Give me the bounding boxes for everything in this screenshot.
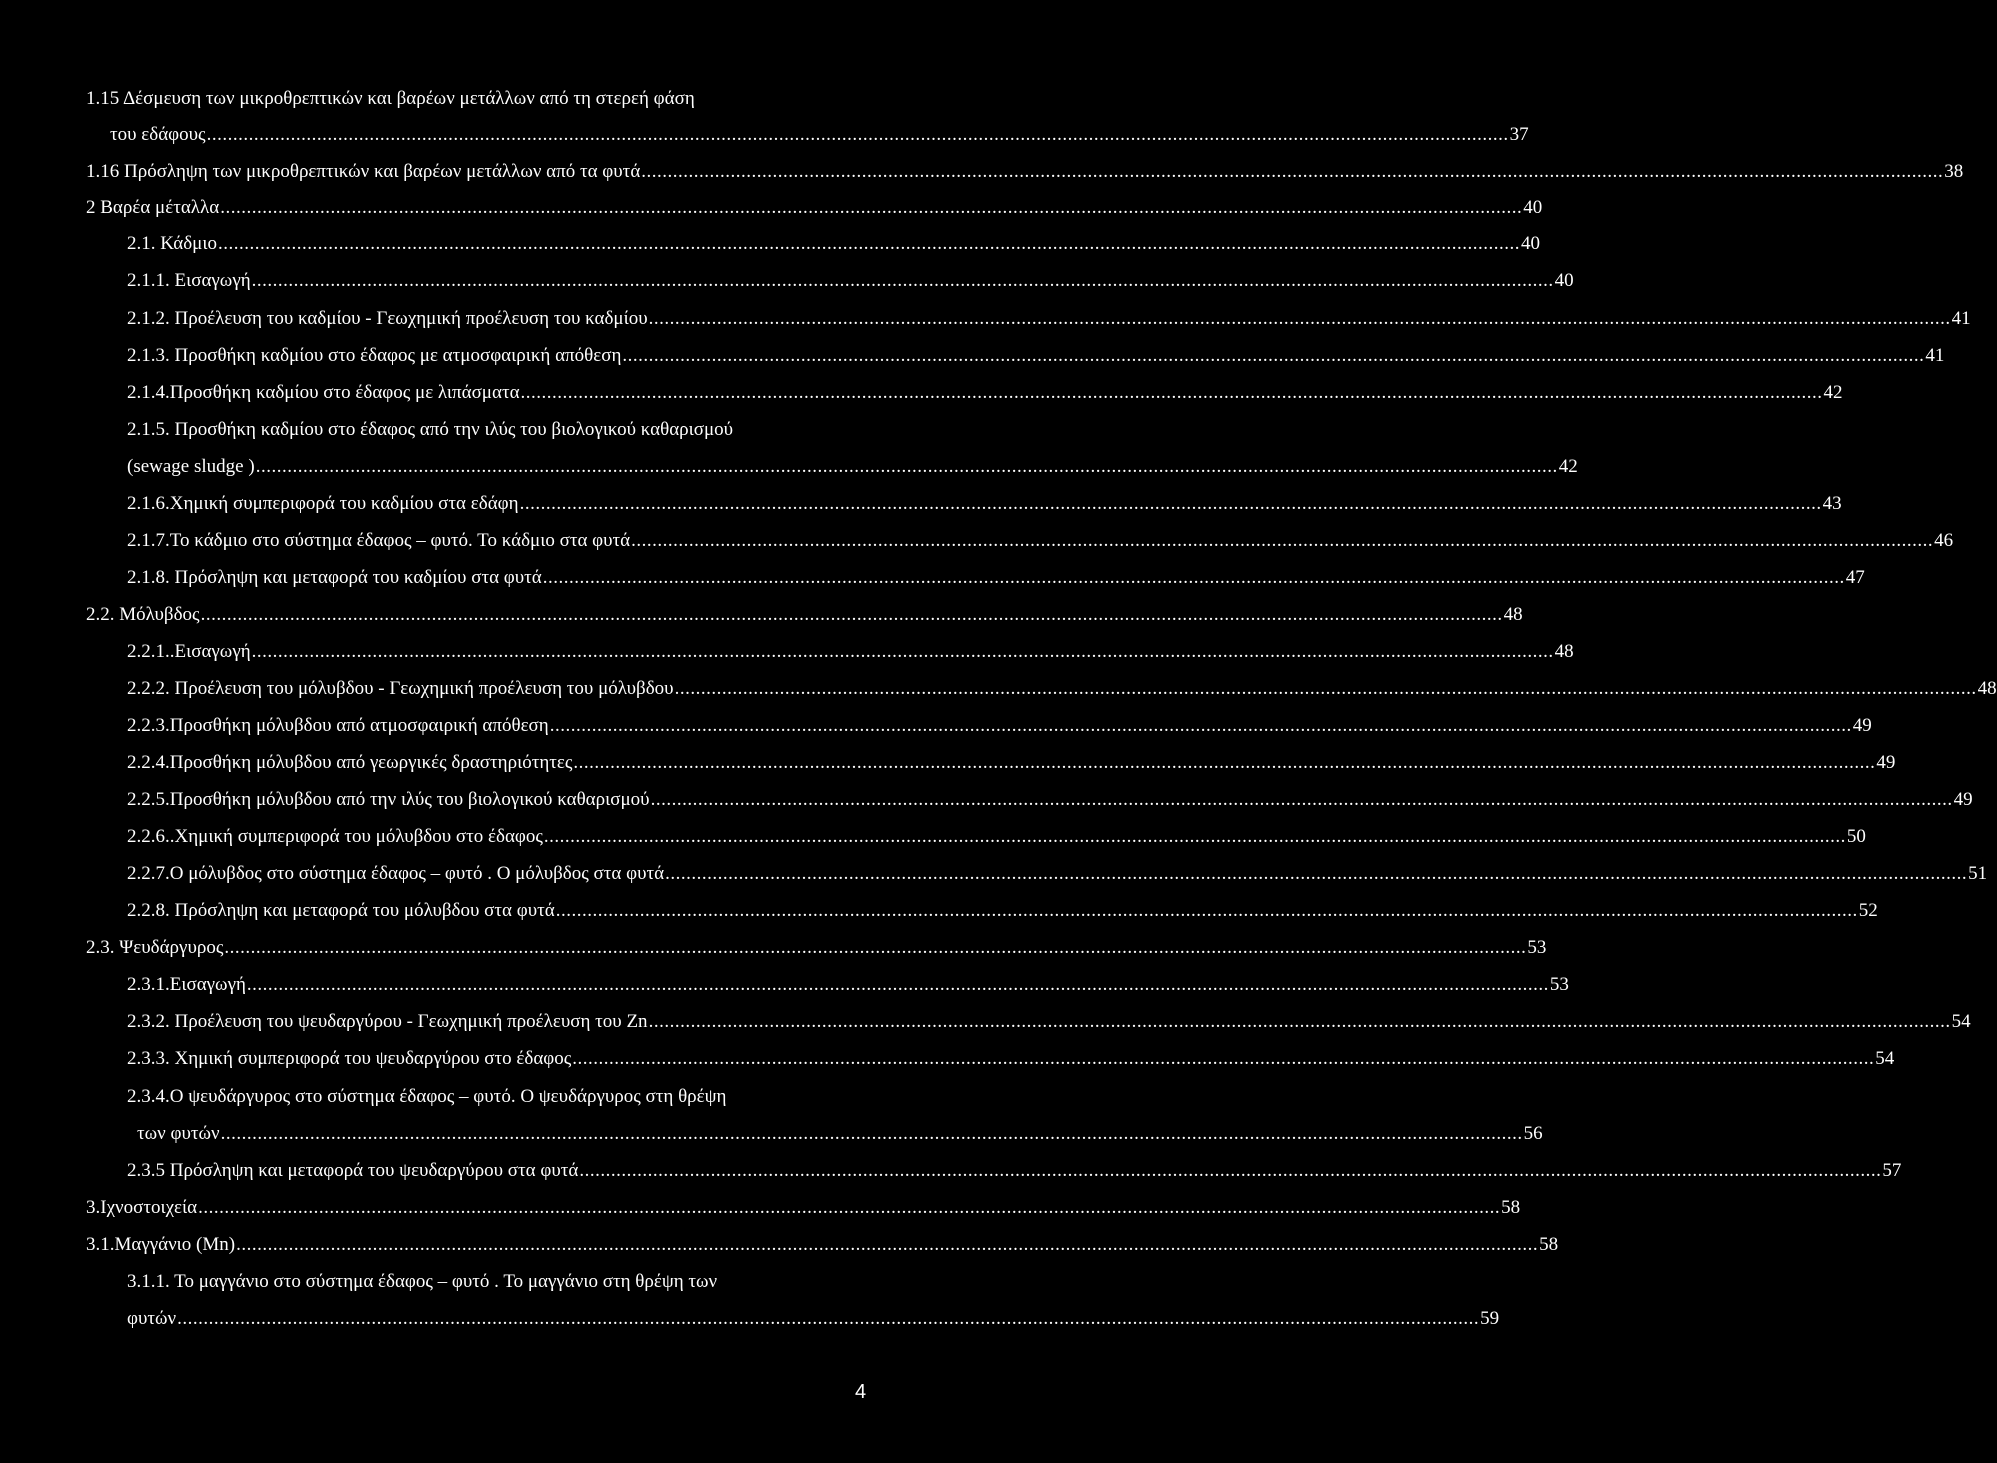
dot-leader: ........................................................................................................................................................................................................................................................ [217,233,1520,254]
dot-leader: ........................................................................................................................................................................................................................................................ [542,567,1845,588]
toc-page-number: 42 [1823,382,1843,403]
toc-entry-2-2-6 [127,826,1866,848]
toc-entry-2-1-5-title-part-1: 2.1.5. Προσθήκη καδμίου στο έδαφος από την ιλύς του βιολογικού καθαρισμού [127,419,734,440]
toc-entry-2-1-5-line-1 [127,419,829,441]
toc-entry-2-3 [86,937,1547,959]
toc-entry-2-1-5-title-part-2: (sewage sludge ) [127,456,255,477]
toc-entry-2-1-2 [127,308,1971,330]
toc-entry-2-3-2 [127,1011,1971,1033]
toc-entry-title: 2.3.5 Πρόσληψη και μεταφορά του ψευδαργύρου στα φυτά [127,1160,579,1181]
toc-page-number: 38 [1944,161,1964,182]
toc-entry-2-2-3 [127,715,1872,737]
dot-leader: ........................................................................................................................................................................................................................................................ [622,345,1925,366]
toc-entry-title: 2.1.7.Το κάδμιο στο σύστημα έδαφος – φυτό. Το κάδμιο στα φυτά [127,530,631,551]
toc-entry-title: 2.3.3. Χημική συμπεριφορά του ψευδαργύρου στο έδαφος [127,1048,572,1069]
dot-leader: ........................................................................................................................................................................................................................................................ [549,715,1852,736]
toc-entry-2-3-3 [127,1048,1895,1070]
toc-entry-title: 2.1.1. Εισαγωγή [127,270,251,291]
dot-leader: ........................................................................................................................................................................................................................................................ [206,124,1509,145]
toc-page-number: 40 [1554,270,1574,291]
toc-entry-title: 2.2.2. Προέλευση του μόλυβδου - Γεωχημική προέλευση του μόλυβδου [127,678,674,699]
toc-entry-title: 2.2.1..Εισαγωγή [127,641,251,662]
toc-page-number: 43 [1822,493,1842,514]
toc-page-number: 48 [1554,641,1574,662]
toc-entry-3-1-1-title-part-1: 3.1.1. Το μαγγάνιο στο σύστημα έδαφος – φυτό . Το μαγγάνιο στη θρέψη των [127,1271,718,1292]
toc-page-number: 49 [1953,789,1973,810]
dot-leader: ........................................................................................................................................................................................................................................................ [220,1123,1523,1144]
toc-entry-title: 2.1.6.Χημική συμπεριφορά του καδμίου στα εδάφη [127,493,519,514]
toc-page-number: 40 [1520,233,1540,254]
dot-leader: ........................................................................................................................................................................................................................................................ [555,900,1858,921]
toc-entry-2-1-4 [127,382,1843,404]
toc-entry-2-2 [86,604,1523,626]
toc-entry-3-1-1-line-1 [127,1271,829,1293]
toc-page-number: 58 [1539,1234,1559,1255]
dot-leader: ........................................................................................................................................................................................................................................................ [519,493,1822,514]
dot-leader: ........................................................................................................................................................................................................................................................ [224,937,1527,958]
toc-entry-title: 2.2.5.Προσθήκη μόλυβδου από την ιλύς του βιολογικού καθαρισμού [127,789,650,810]
toc-entry-2-3-4-title-part-2: των φυτών [137,1123,220,1144]
toc-entry-2-3-4 [137,1123,1543,1145]
dot-leader: ........................................................................................................................................................................................................................................................ [641,161,1944,182]
toc-page-number: 54 [1951,1011,1971,1032]
toc-page-number: 53 [1527,937,1547,958]
toc-entry-title: 2.1. Κάδμιο [127,233,217,254]
toc-entry-2-1-7 [127,530,1954,552]
dot-leader: ........................................................................................................................................................................................................................................................ [631,530,1934,551]
toc-entry-2-3-1 [127,974,1569,996]
toc-page-number: 40 [1523,197,1543,218]
toc-page-number: 48 [1977,678,1997,699]
dot-leader: ........................................................................................................................................................................................................................................................ [198,1197,1501,1218]
dot-leader: ........................................................................................................................................................................................................................................................ [236,1234,1539,1255]
toc-entry-2-3-4-title-part-1: 2.3.4.Ο ψευδάργυρος στο σύστημα έδαφος – φυτό. Ο ψευδάργυρος στη θρέψη [127,1086,727,1107]
dot-leader: ........................................................................................................................................................................................................................................................ [674,678,1977,699]
dot-leader: ........................................................................................................................................................................................................................................................ [251,641,1554,662]
toc-entry-title: 2.2. Μόλυβδος [86,604,200,625]
toc-page-number: 52 [1858,900,1878,921]
toc-entry-2 [86,197,1543,219]
toc-entry-2-2-7 [127,863,1988,885]
toc-entry-2-1-8 [127,567,1865,589]
toc-page-number: 53 [1549,974,1569,995]
toc-entry-1-16 [86,161,1964,183]
toc-entry-3-1 [86,1234,1559,1256]
toc-entry-2-3-5 [127,1160,1902,1182]
toc-page-number: 49 [1852,715,1872,736]
toc-page-number: 41 [1951,308,1971,329]
toc-page-number: 41 [1925,345,1945,366]
toc-entry-2-2-4 [127,752,1896,774]
dot-leader: ........................................................................................................................................................................................................................................................ [650,789,1953,810]
toc-entry-title: 2 Βαρέα μέταλλα [86,197,220,218]
toc-page-number: 58 [1501,1197,1521,1218]
toc-entry-title: 3.Ιχνοστοιχεία [86,1197,198,1218]
toc-entry-title: 2.2.6..Χημική συμπεριφορά του μόλυβδου στο έδαφος [127,826,543,847]
toc-entry-3-1-1-title-part-2: φυτών [127,1308,177,1329]
toc-entry-title: 2.2.8. Πρόσληψη και μεταφορά του μόλυβδου στα φυτά [127,900,555,921]
toc-entry-2-2-5 [127,789,1973,811]
toc-entry-title: 2.2.3.Προσθήκη μόλυβδου από ατμοσφαιρική απόθεση [127,715,549,736]
dot-leader: ........................................................................................................................................................................................................................................................ [520,382,1823,403]
toc-entry-2-1 [127,233,1540,255]
toc-entry-2-2-8 [127,900,1878,922]
toc-entry-2-1-1 [127,270,1574,292]
toc-entry-title: 2.1.4.Προσθήκη καδμίου στο έδαφος με λιπάσματα [127,382,520,403]
dot-leader: ........................................................................................................................................................................................................................................................ [543,826,1846,847]
toc-entry-title: 2.3.1.Εισαγωγή [127,974,246,995]
toc-page-number: 54 [1875,1048,1895,1069]
toc-entry-1-15-line-1 [86,88,812,110]
dot-leader: ........................................................................................................................................................................................................................................................ [573,752,1876,773]
toc-entry-2-3-4-line-1 [127,1086,815,1108]
dot-leader: ........................................................................................................................................................................................................................................................ [200,604,1503,625]
dot-leader: ........................................................................................................................................................................................................................................................ [255,456,1558,477]
toc-entry-title: 2.1.2. Προέλευση του καδμίου - Γεωχημική προέλευση του καδμίου [127,308,648,329]
toc-entry-title: 2.2.4.Προσθήκη μόλυβδου από γεωργικές δραστηριότητες [127,752,573,773]
toc-entry-title: 2.1.3. Προσθήκη καδμίου στο έδαφος με ατμοσφαιρική απόθεση [127,345,622,366]
toc-page-number: 37 [1509,124,1529,145]
toc-page-number: 51 [1968,863,1988,884]
page-number: 4 [855,1381,867,1403]
dot-leader: ........................................................................................................................................................................................................................................................ [648,1011,1951,1032]
toc-page-number: 59 [1480,1308,1500,1329]
toc-entry-1-15-title-part-2: του εδάφους [110,124,206,145]
toc-entry-2-1-6 [127,493,1842,515]
toc-page-number: 57 [1882,1160,1902,1181]
dot-leader: ........................................................................................................................................................................................................................................................ [572,1048,1875,1069]
dot-leader: ........................................................................................................................................................................................................................................................ [665,863,1968,884]
toc-entry-2-2-1 [127,641,1574,663]
toc-page-number: 50 [1846,826,1866,847]
dot-leader: ........................................................................................................................................................................................................................................................ [251,270,1554,291]
toc-entry-title: 2.3. Ψευδάργυρος [86,937,224,958]
toc-page-number: 42 [1558,456,1578,477]
toc-page-number: 56 [1523,1123,1543,1144]
dot-leader: ........................................................................................................................................................................................................................................................ [648,308,1951,329]
toc-entry-title: 1.16 Πρόσληψη των μικροθρεπτικών και βαρέων μετάλλων από τα φυτά [86,161,641,182]
toc-page-number: 47 [1845,567,1865,588]
toc-entry-3 [86,1197,1521,1219]
dot-leader: ........................................................................................................................................................................................................................................................ [579,1160,1882,1181]
toc-entry-2-1-3 [127,345,1945,367]
toc-entry-2-2-2 [127,678,1997,700]
toc-entry-1-15 [110,124,1529,146]
toc-page-number: 49 [1876,752,1896,773]
toc-entry-title: 2.2.7.Ο μόλυβδος στο σύστημα έδαφος – φυτό . Ο μόλυβδος στα φυτά [127,863,665,884]
toc-entry-2-1-5 [127,456,1578,478]
toc-entry-title: 2.1.8. Πρόσληψη και μεταφορά του καδμίου στα φυτά [127,567,542,588]
dot-leader: ........................................................................................................................................................................................................................................................ [246,974,1549,995]
toc-page-number: 46 [1934,530,1954,551]
dot-leader: ........................................................................................................................................................................................................................................................ [177,1308,1480,1329]
toc-page-number: 48 [1503,604,1523,625]
toc-entry-title: 2.3.2. Προέλευση του ψευδαργύρου - Γεωχημική προέλευση του Zn [127,1011,648,1032]
toc-entry-3-1-1 [127,1308,1500,1330]
dot-leader: ........................................................................................................................................................................................................................................................ [220,197,1523,218]
toc-entry-1-15-title-part-1: 1.15 Δέσμευση των μικροθρεπτικών και βαρέων μετάλλων από τη στερεή φάση [86,88,695,109]
toc-entry-title: 3.1.Μαγγάνιο (Mn) [86,1234,236,1255]
